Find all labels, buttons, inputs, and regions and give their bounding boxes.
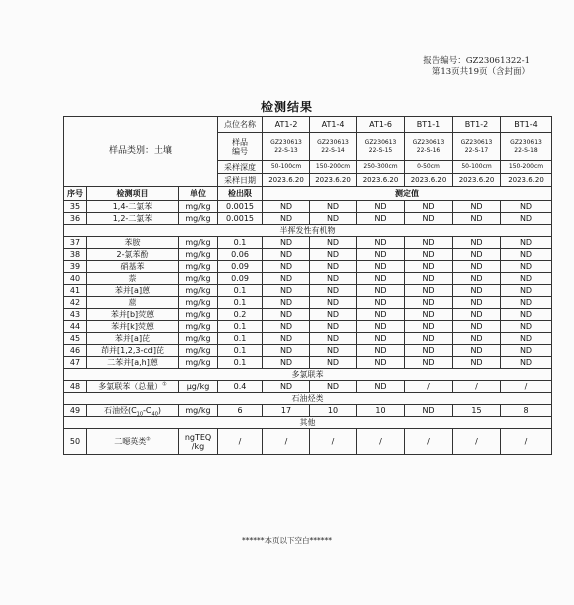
row-value: ND (310, 213, 357, 225)
row-item (87, 429, 179, 455)
row-value: ND (310, 261, 357, 273)
row-value: ND (263, 273, 310, 285)
row-limit: 6 (218, 405, 263, 417)
row-no: 39 (64, 261, 87, 273)
section-label: 其他 (64, 417, 552, 429)
sample-depth: 50-100cm (453, 161, 501, 174)
row-value: ND (405, 309, 453, 321)
row-value: / (453, 381, 501, 393)
row-limit: 0.1 (218, 345, 263, 357)
col-header-no: 序号 (64, 187, 87, 201)
row-value: ND (501, 249, 552, 261)
point-name: BT1-4 (501, 117, 552, 133)
row-value: ND (357, 357, 405, 369)
sample-no: GZ230613 22-S-15 (357, 133, 405, 161)
table-row (64, 321, 552, 333)
row-value: ND (263, 213, 310, 225)
row-item (87, 237, 179, 249)
row-value: ND (310, 357, 357, 369)
row-value: ND (453, 309, 501, 321)
row-unit: mg/kg (179, 321, 218, 333)
row-value: ND (453, 273, 501, 285)
table-row (64, 249, 552, 261)
row-value: ND (263, 333, 310, 345)
row-unit: mg/kg (179, 201, 218, 213)
row-value: ND (357, 333, 405, 345)
row-unit: mg/kg (179, 285, 218, 297)
row-value: ND (310, 285, 357, 297)
point-name: AT1-6 (357, 117, 405, 133)
sample-depth: 150-200cm (310, 161, 357, 174)
row-item (87, 345, 179, 357)
row-item-note: ② (146, 436, 151, 443)
row-no: 49 (64, 405, 87, 417)
row-value: ND (405, 297, 453, 309)
row-no: 35 (64, 201, 87, 213)
row-value: ND (453, 297, 501, 309)
sample-depth: 150-200cm (501, 161, 552, 174)
section-label: 石油烃类 (64, 393, 552, 405)
row-value: ND (310, 309, 357, 321)
col-header-limit: 检出限 (218, 187, 263, 201)
point-name: BT1-2 (453, 117, 501, 133)
row-item (87, 201, 179, 213)
row-value: / (310, 429, 357, 455)
row-unit: μg/kg (179, 381, 218, 393)
row-value: ND (263, 357, 310, 369)
row-value: ND (501, 273, 552, 285)
row-limit: 0.4 (218, 381, 263, 393)
row-value: ND (405, 357, 453, 369)
row-item (87, 357, 179, 369)
row-value: / (405, 381, 453, 393)
row-item-text: 苯并[k]荧蒽 (111, 322, 154, 331)
row-value: ND (405, 345, 453, 357)
row-no: 41 (64, 285, 87, 297)
row-value: ND (405, 285, 453, 297)
row-limit: 0.06 (218, 249, 263, 261)
sample-date: 2023.6.20 (501, 174, 552, 187)
row-unit: mg/kg (179, 213, 218, 225)
row-unit: mg/kg (179, 261, 218, 273)
row-unit: mg/kg (179, 237, 218, 249)
row-value: ND (310, 237, 357, 249)
row-unit: mg/kg (179, 249, 218, 261)
report-number: 报告编号：GZ23061322-1 (423, 56, 530, 66)
row-value: ND (501, 357, 552, 369)
row-limit: 0.0015 (218, 213, 263, 225)
row-value: ND (405, 201, 453, 213)
row-value: / (501, 381, 552, 393)
section-label: 多氯联苯 (64, 369, 552, 381)
row-item-text: 苯并[b]荧蒽 (110, 310, 155, 319)
row-limit: 0.1 (218, 285, 263, 297)
row-value: ND (453, 213, 501, 225)
row-unit: mg/kg (179, 345, 218, 357)
table-row (64, 429, 552, 455)
table-row (64, 381, 552, 393)
row-value: ND (357, 273, 405, 285)
row-value: ND (357, 213, 405, 225)
row-limit: 0.0015 (218, 201, 263, 213)
sample-no: GZ230613 22-S-13 (263, 133, 310, 161)
row-item (87, 261, 179, 273)
sample-date: 2023.6.20 (263, 174, 310, 187)
row-value: ND (357, 321, 405, 333)
row-value: ND (310, 249, 357, 261)
row-item-text: 茚并[1,2,3-cd]芘 (101, 346, 164, 355)
row-value: ND (263, 201, 310, 213)
row-item-text: 苯并[a]蒽 (114, 286, 151, 295)
sample-no: GZ230613 22-S-17 (453, 133, 501, 161)
row-item-text: 苯胺 (124, 238, 141, 247)
col-header-item: 检测项目 (87, 187, 179, 201)
row-value: ND (501, 309, 552, 321)
row-value: ND (357, 201, 405, 213)
page-info: 第13页共19页（含封面） (431, 67, 530, 77)
section-row (64, 225, 552, 237)
table-row (64, 309, 552, 321)
row-limit: 0.1 (218, 357, 263, 369)
row-no: 46 (64, 345, 87, 357)
row-unit: mg/kg (179, 273, 218, 285)
row-value: / (453, 429, 501, 455)
point-name: BT1-1 (405, 117, 453, 133)
table-row (64, 357, 552, 369)
row-no: 36 (64, 213, 87, 225)
row-item (87, 285, 179, 297)
row-value: ND (501, 213, 552, 225)
row-value: ND (501, 237, 552, 249)
table-row (64, 213, 552, 225)
row-value: ND (310, 381, 357, 393)
row-value: ND (405, 237, 453, 249)
row-item: 石油烃$(C_{10}-C_{40})$ (87, 405, 179, 417)
row-limit: 0.09 (218, 273, 263, 285)
table-row (64, 297, 552, 309)
row-item-text: 1,2-二氯苯 (112, 214, 153, 223)
row-value: ND (357, 297, 405, 309)
row-unit: ngTEQ /kg (179, 429, 218, 455)
row-value: ND (357, 309, 405, 321)
row-value: 8 (501, 405, 552, 417)
row-value: ND (501, 333, 552, 345)
table-row (64, 285, 552, 297)
date-label: 采样日期 (218, 174, 263, 187)
row-value: ND (501, 297, 552, 309)
row-value: / (501, 429, 552, 455)
row-value: ND (501, 201, 552, 213)
row-no: 48 (64, 381, 87, 393)
row-value: ND (310, 321, 357, 333)
row-value: ND (453, 321, 501, 333)
row-value: ND (357, 261, 405, 273)
table-row (64, 273, 552, 285)
blank-below-note: ******本页以下空白****** (242, 536, 332, 545)
section-label: 半挥发性有机物 (64, 225, 552, 237)
sample-no-label: 样品 编号 (218, 133, 263, 161)
row-value: ND (357, 381, 405, 393)
row-item (87, 297, 179, 309)
row-limit: 0.1 (218, 321, 263, 333)
row-value: ND (263, 261, 310, 273)
row-item-text: 萘 (128, 274, 137, 283)
sample-no: GZ230613 22-S-16 (405, 133, 453, 161)
row-value: ND (310, 333, 357, 345)
row-item-text: 苯并[a]芘 (114, 334, 151, 343)
row-value: / (357, 429, 405, 455)
row-limit: 0.1 (218, 297, 263, 309)
page-title: 检测结果 (260, 100, 313, 114)
row-item-note: ① (162, 381, 167, 388)
sample-no: GZ230613 22-S-14 (310, 133, 357, 161)
row-value: ND (453, 285, 501, 297)
row-value: ND (453, 345, 501, 357)
row-item (87, 309, 179, 321)
sample-date: 2023.6.20 (357, 174, 405, 187)
row-item (87, 333, 179, 345)
row-value: ND (453, 261, 501, 273)
row-value: ND (263, 249, 310, 261)
row-no: 50 (64, 429, 87, 455)
row-value: ND (501, 285, 552, 297)
row-value: 17 (263, 405, 310, 417)
row-value: ND (263, 297, 310, 309)
result-table (63, 116, 552, 455)
point-label: 点位名称 (218, 117, 263, 133)
row-no: 42 (64, 297, 87, 309)
row-item-text: 1,4-二氯苯 (112, 202, 153, 211)
point-name: AT1-4 (310, 117, 357, 133)
row-value: ND (453, 201, 501, 213)
sample-no: GZ230613 22-S-18 (501, 133, 552, 161)
row-item-text: 硝基苯 (120, 262, 145, 271)
row-limit: 0.1 (218, 237, 263, 249)
row-value: ND (263, 309, 310, 321)
point-name: AT1-2 (263, 117, 310, 133)
row-value: ND (405, 273, 453, 285)
result-table-body (64, 117, 552, 455)
col-header-unit: 单位 (179, 187, 218, 201)
table-row (64, 405, 552, 417)
row-limit: 0.1 (218, 333, 263, 345)
row-value: ND (357, 249, 405, 261)
row-item-text: 二噁英类 (114, 437, 147, 446)
table-row (64, 261, 552, 273)
row-unit: mg/kg (179, 297, 218, 309)
table-row (64, 333, 552, 345)
row-value: ND (263, 285, 310, 297)
table-row (64, 237, 552, 249)
row-item (87, 273, 179, 285)
sample-depth: 50-100cm (263, 161, 310, 174)
row-no: 43 (64, 309, 87, 321)
table-row (64, 201, 552, 213)
section-row (64, 369, 552, 381)
row-value: ND (263, 321, 310, 333)
row-unit: mg/kg (179, 405, 218, 417)
row-item (87, 321, 179, 333)
row-value: ND (405, 321, 453, 333)
row-value: ND (453, 249, 501, 261)
row-limit: 0.09 (218, 261, 263, 273)
row-value: ND (501, 261, 552, 273)
row-item-text: 2-氯苯酚 (116, 250, 149, 259)
row-no: 40 (64, 273, 87, 285)
row-value: 15 (453, 405, 501, 417)
row-value: ND (263, 345, 310, 357)
row-item (87, 213, 179, 225)
row-value: ND (357, 285, 405, 297)
col-header-values: 测定值 (263, 187, 552, 201)
sample-date: 2023.6.20 (405, 174, 453, 187)
row-value: ND (405, 405, 453, 417)
row-value: ND (501, 321, 552, 333)
sample-depth: 0-50cm (405, 161, 453, 174)
row-value: ND (310, 201, 357, 213)
row-value: ND (357, 237, 405, 249)
sample-category: 样品类别：土壤 (64, 117, 218, 187)
row-value: ND (263, 381, 310, 393)
row-limit: / (218, 429, 263, 455)
sample-date: 2023.6.20 (310, 174, 357, 187)
table-row (64, 345, 552, 357)
row-value: ND (405, 333, 453, 345)
row-value: ND (453, 357, 501, 369)
row-no: 44 (64, 321, 87, 333)
row-no: 38 (64, 249, 87, 261)
row-value: ND (405, 261, 453, 273)
report-number-block (423, 56, 530, 78)
row-value: ND (453, 333, 501, 345)
row-value: 10 (310, 405, 357, 417)
column-header-row (64, 187, 552, 201)
row-no: 45 (64, 333, 87, 345)
row-value: ND (405, 249, 453, 261)
row-value: / (405, 429, 453, 455)
row-value: ND (453, 237, 501, 249)
row-value: ND (310, 345, 357, 357)
section-row (64, 417, 552, 429)
row-no: 37 (64, 237, 87, 249)
row-no: 47 (64, 357, 87, 369)
row-item (87, 381, 179, 393)
row-item (87, 249, 179, 261)
row-value: ND (357, 345, 405, 357)
row-item-text: 䓛 (128, 298, 137, 307)
row-value: ND (405, 213, 453, 225)
row-value: 10 (357, 405, 405, 417)
sample-depth: 250-300cm (357, 161, 405, 174)
row-unit: mg/kg (179, 309, 218, 321)
row-unit: mg/kg (179, 357, 218, 369)
row-item-text: 多氯联苯（总量） (98, 382, 163, 391)
row-value: ND (501, 345, 552, 357)
row-limit: 0.2 (218, 309, 263, 321)
point-row (64, 117, 552, 133)
sample-date: 2023.6.20 (453, 174, 501, 187)
row-value: ND (263, 237, 310, 249)
section-row (64, 393, 552, 405)
row-value: / (263, 429, 310, 455)
depth-label: 采样深度 (218, 161, 263, 174)
row-item-text: 二苯并[a,h]蒽 (107, 358, 158, 367)
row-unit: mg/kg (179, 333, 218, 345)
row-value: ND (310, 273, 357, 285)
row-value: ND (310, 297, 357, 309)
